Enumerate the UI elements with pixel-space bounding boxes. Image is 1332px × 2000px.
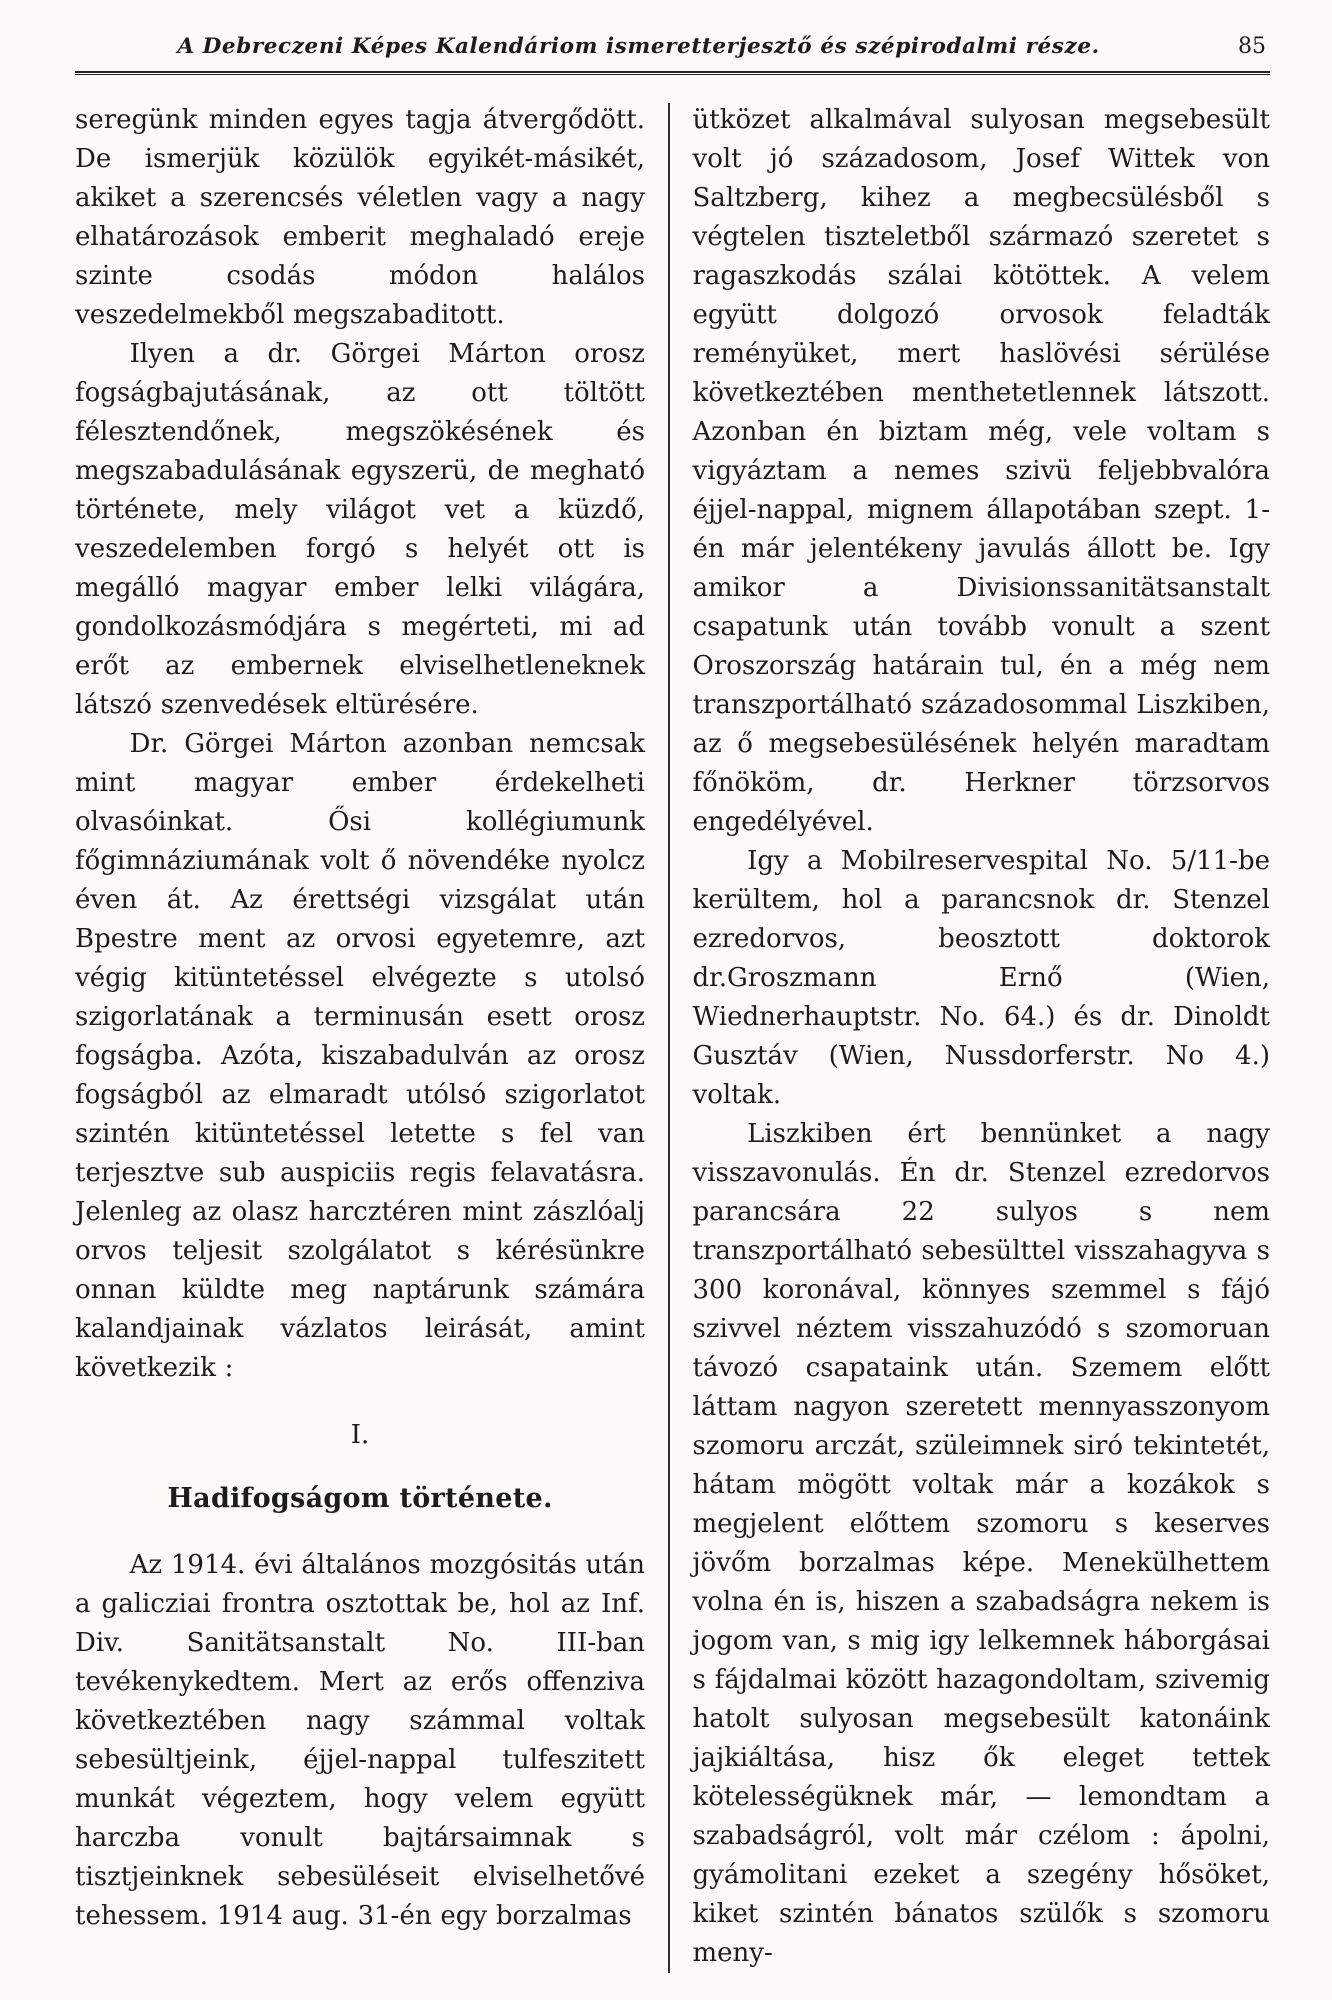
right-column	[693, 101, 1271, 1973]
header-double-rule	[75, 71, 1270, 75]
left-column	[75, 101, 645, 1973]
paragraph: Liszkiben ért bennünket a nagy visszavonulás. Én dr. Stenzel ezredorvos parancsára 22 sulyos s nem transzportálható sebesülttel visszahagyva s 300 koronával, könnyes szemmel s fájó szivvel néztem visszahuzódó s szomoruan távozó csapataink után. Szemem előtt láttam nagyon szeretett mennyasszonyom szomoru arczát, szüleimnek siró tekintetét, hátam mögött voltak már a kozákok s megjelent előttem szomoru s keserves jövőm borzalmas képe. Menekülhettem volna én is, hiszen a szabadságra nekem is jogom van, s mig igy lelkemnek háborgásai s fájdalmai között hazagondoltam, szivemig hatolt sulyosan megsebesült katonáink jajkiáltása, hisz ők eleget tettek kötelességüknek már, — lemondtam a szabadságról, volt már czélom : ápolni, gyámolitani ezeket a szegény hősöket, kiket szintén bánatos szülők s szomoru meny-	[692, 1119, 1270, 1968]
page-number: 85	[1238, 34, 1266, 59]
column-divider	[668, 103, 670, 1973]
paragraph: Ilyen a dr. Görgei Márton orosz fogságbajutásának, az ott töltött félesztendőnek, megszökésének és megszabadulásának egyszerü, de megható története, mely világot vet a küzdő, veszedelemben forgó s helyét ott is megálló magyar ember lelki világára, gondolkozásmódjára s megérteti, mi ad erőt az embernek elviselhetleneknek látszó szenvedések eltürésére.	[75, 339, 645, 720]
paragraph: seregünk minden egyes tagja átvergődött. De ismerjük közülök egyikét-másikét, akiket a szerencsés véletlen vagy a nagy elhatározások emberit meghaladó ereje szinte csodás módon halálos veszedelmekből megszabaditott.	[75, 105, 645, 330]
section-heading: Hadifogságom története.	[167, 1483, 553, 1514]
header-row	[75, 34, 1270, 71]
section-numeral: I.	[350, 1420, 370, 1450]
paragraph: Az 1914. évi általános mozgósitás után a galicziai frontra osztottak be, hol az Inf. Div. Sanitätsanstalt No. III-ban tevékenykedtem. Mert az erős offenziva következtében nagy számmal voltak sebesültjeink, éjjel-nappal tulfeszitett munkát végeztem, hogy velem együtt harczba vonult bajtársaimnak s tisztjeinknek sebesüléseit elviselhetővé tehessem. 1914 aug. 31-én egy borzalmas	[75, 1550, 645, 1931]
running-title: A Debreczeni Képes Kalendáriom ismeretterjesztő és szépirodalmi része.	[177, 34, 1100, 59]
paragraph: Igy a Mobilreservespital No. 5/11-be kerültem, hol a parancsnok dr. Stenzel ezredorvos, beosztott doktorok dr.Groszmann Ernő (Wien, Wiednerhauptstr. No. 64.) és dr. Dinoldt Gusztáv (Wien, Nussdorferstr. No 4.) voltak.	[692, 846, 1270, 1110]
paragraph: Dr. Görgei Márton azonban nemcsak mint magyar ember érdekelheti olvasóinkat. Ősi kollégiumunk főgimnáziumának volt ő növendéke nyolcz éven át. Az érettségi vizsgálat után Bpestre ment az orvosi egyetemre, azt végig kitüntetéssel elvégezte s utolsó szigorlatának a terminusán esett orosz fogságba. Azóta, kiszabadulván az orosz fogságból az elmaradt utólsó szigorlatot szintén kitüntetéssel letette s fel van terjesztve sub auspiciis regis felavatásra. Jelenleg az olasz harcztéren mint zászlóalj orvos teljesit szolgálatot s kérésünkre onnan küldte meg naptárunk számára kalandjainak vázlatos leirását, amint következik :	[75, 729, 645, 1383]
text-columns	[75, 101, 1270, 1973]
page-header	[75, 34, 1270, 75]
paragraph: ütközet alkalmával sulyosan megsebesült volt jó századosom, Josef Wittek von Saltzberg, kihez a megbecsülésből s végtelen tiszteletből származó szeretet s ragaszkodás szálai kötöttek. A velem együtt dolgozó orvosok feladták reményüket, mert haslövési sérülése következtében menthetetlennek látszott. Azonban én biztam még, vele voltam s vigyáztam a nemes szivü feljebbvalóra éjjel-nappal, mignem állapotában szept. 1-én már jelentékeny javulás állott be. Igy amikor a Divisionssanitätsanstalt csapatunk után tovább vonult a szent Oroszország határain tul, én a még nem transzportálható századosommal Liszkiben, az ő megsebesülésének helyén maradtam főnököm, dr. Herkner törzsorvos engedélyével.	[692, 105, 1270, 837]
